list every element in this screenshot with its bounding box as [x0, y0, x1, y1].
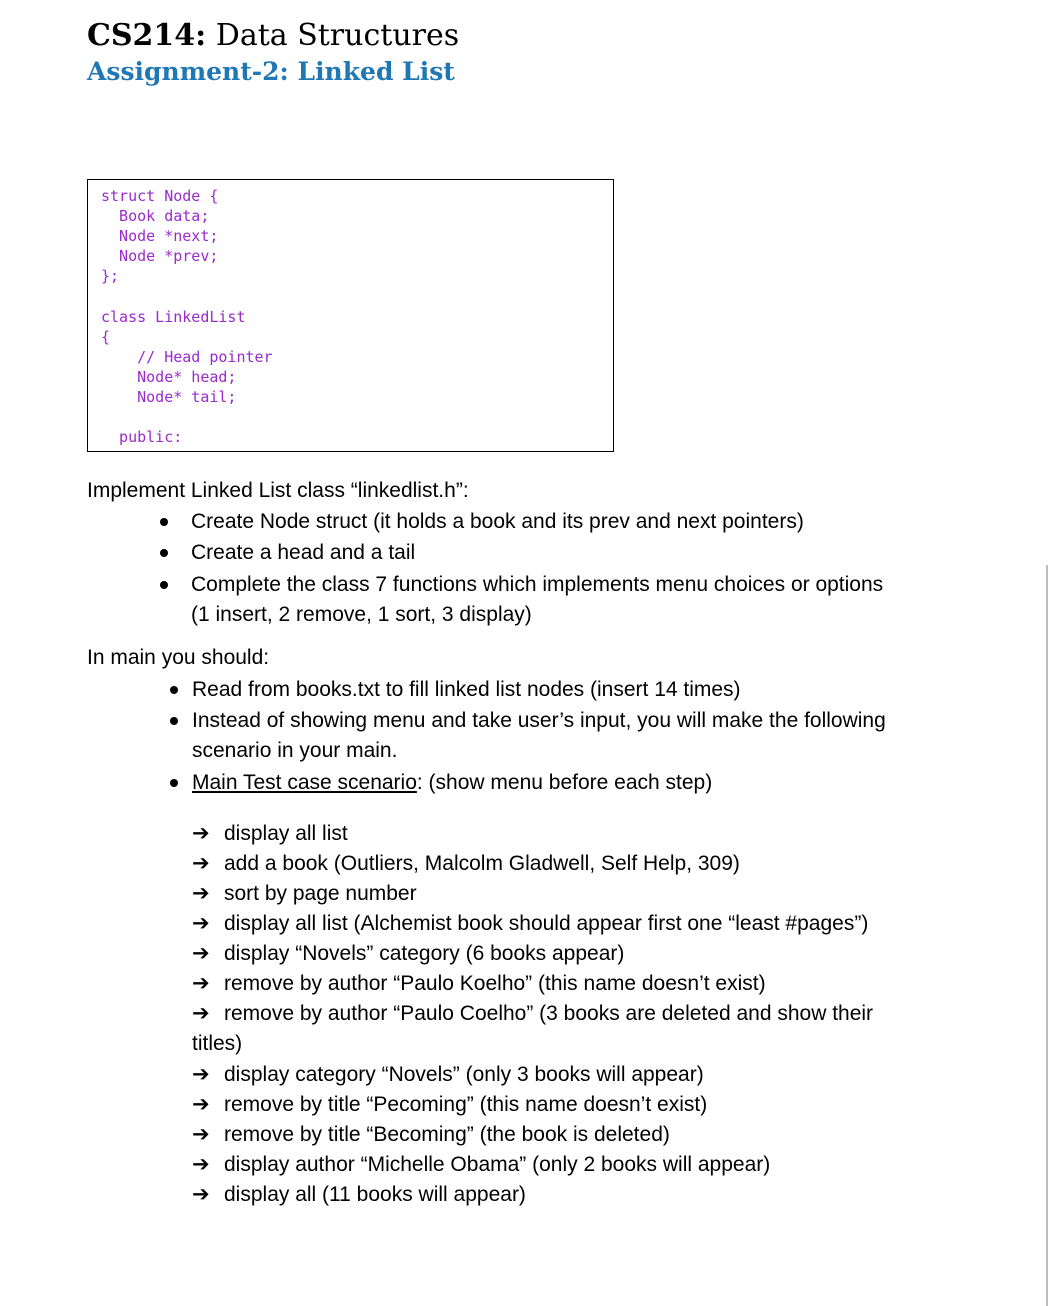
step-text: display category “Novels” (only 3 books will appear)	[224, 1063, 704, 1086]
arrow-right-icon: ➔	[192, 1063, 210, 1086]
arrow-right-icon: ➔	[192, 1002, 210, 1025]
step-6	[192, 969, 766, 999]
step-8	[192, 1060, 704, 1090]
step-7-cont: titles)	[192, 1032, 243, 1055]
test-case-note: : (show menu before each step)	[416, 771, 713, 794]
arrow-right-icon: ➔	[192, 1153, 210, 1176]
arrow-right-icon: ➔	[192, 942, 210, 965]
step-11	[192, 1150, 770, 1180]
step-2	[192, 849, 740, 879]
step-9	[192, 1090, 707, 1120]
course-code: CS214:	[87, 18, 207, 53]
arrow-right-icon: ➔	[192, 1183, 210, 1206]
course-title	[87, 16, 459, 56]
section2-bullet-2: Instead of showing menu and take user’s input, you will make the following	[192, 709, 886, 732]
section1-bullet-3: Complete the class 7 functions which implements menu choices or options	[191, 573, 884, 596]
step-10	[192, 1120, 670, 1150]
arrow-right-icon: ➔	[192, 1093, 210, 1116]
arrow-right-icon: ➔	[192, 1123, 210, 1146]
step-text: remove by author “Paulo Koelho” (this name doesn’t exist)	[224, 972, 766, 995]
step-5	[192, 939, 624, 969]
step-text: display “Novels” category (6 books appear)	[224, 942, 625, 965]
bullet-dot	[160, 549, 168, 557]
arrow-right-icon: ➔	[192, 882, 210, 905]
step-text: display author “Michelle Obama” (only 2 books will appear)	[224, 1153, 771, 1176]
bullet-dot	[170, 779, 178, 787]
step-4	[192, 909, 868, 939]
scrollbar-edge[interactable]	[1046, 565, 1048, 1306]
code-snippet: struct Node { Book data; Node *next; Node *prev; }; class LinkedList { // Head pointer Node* head; Node* tail; public:	[101, 187, 273, 447]
code-snippet-box	[87, 179, 614, 452]
step-text: display all (11 books will appear)	[224, 1183, 526, 1206]
arrow-right-icon: ➔	[192, 912, 210, 935]
bullet-dot	[170, 717, 178, 725]
step-text: display all list (Alchemist book should appear first one “least #pages”)	[224, 912, 869, 935]
step-text: add a book (Outliers, Malcolm Gladwell, Self Help, 309)	[224, 852, 740, 875]
arrow-right-icon: ➔	[192, 972, 210, 995]
section1-bullet-3-cont: (1 insert, 2 remove, 1 sort, 3 display)	[191, 603, 532, 626]
bullet-dot	[170, 686, 178, 694]
bullet-dot	[160, 518, 168, 526]
step-3	[192, 879, 417, 909]
assignment-title: Assignment-2: Linked List	[87, 57, 455, 86]
step-text: display all list	[224, 822, 348, 845]
step-text: remove by title “Pecoming” (this name doesn’t exist)	[224, 1093, 708, 1116]
section2-intro: In main you should:	[87, 646, 270, 669]
section2-bullet-1: Read from books.txt to fill linked list nodes (insert 14 times)	[192, 678, 741, 701]
course-name: Data Structures	[206, 18, 460, 53]
bullet-dot	[160, 581, 168, 589]
step-text: sort by page number	[224, 882, 417, 905]
arrow-right-icon: ➔	[192, 822, 210, 845]
step-text: remove by author “Paulo Coelho” (3 books are deleted and show their	[224, 1002, 874, 1025]
section1-bullet-1: Create Node struct (it holds a book and its prev and next pointers)	[191, 510, 804, 533]
step-7	[192, 999, 873, 1029]
step-1	[192, 819, 348, 849]
section1-intro: Implement Linked List class “linkedlist.h”:	[87, 479, 469, 502]
step-12	[192, 1180, 526, 1210]
test-case-heading: Main Test case scenario	[192, 771, 417, 794]
section1-bullet-2: Create a head and a tail	[191, 541, 416, 564]
step-text: remove by title “Becoming” (the book is deleted)	[224, 1123, 670, 1146]
section2-bullet-2-cont: scenario in your main.	[192, 739, 398, 762]
arrow-right-icon: ➔	[192, 852, 210, 875]
section2-bullet-3	[192, 768, 712, 798]
